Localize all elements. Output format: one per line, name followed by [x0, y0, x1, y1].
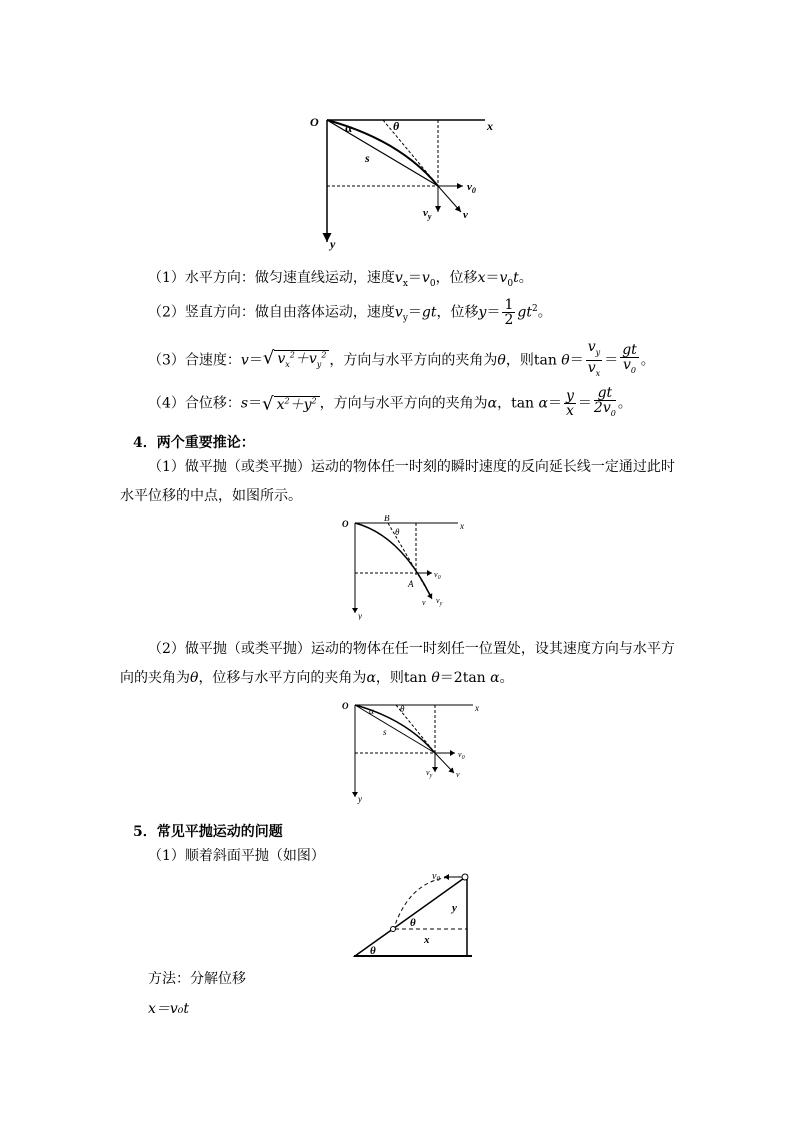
figure-incline [352, 866, 477, 961]
label-theta-base: θ [370, 945, 376, 957]
section5-method: 方法：分解位移 [148, 971, 246, 987]
section5-eq: x＝v₀t [148, 1001, 190, 1017]
label-x: x [487, 119, 493, 133]
figure-projectile-2 [340, 515, 470, 620]
label-v0: $v_0$ [467, 181, 476, 195]
label-theta: θ [395, 527, 400, 537]
figure-projectile-1 [305, 112, 505, 252]
label-y: y [358, 794, 362, 804]
label-s: s [383, 727, 387, 737]
label-v0: $v_0$ [458, 750, 465, 761]
label-x: x [424, 934, 430, 946]
label-O: O [342, 701, 349, 711]
label-v: v [456, 770, 460, 779]
item-4: （4）合位移：s＝√ $x^2+y^2$ ，方向与水平方向的夹角为α，tan α＝ $\frac{y}{x}$ ＝ $\frac{gt}{2v_0}$ 。 [148, 385, 632, 419]
section4-heading: 4．两个重要推论： [133, 435, 255, 451]
label-v: v [463, 209, 468, 221]
label-y: y [452, 902, 457, 914]
figure-projectile-3 [338, 697, 483, 805]
label-alpha: α [369, 706, 374, 716]
label-theta-top: θ [410, 917, 416, 929]
label-A: A [408, 579, 414, 589]
label-x: x [475, 703, 479, 713]
label-v0: $v_0$ [434, 570, 441, 581]
item-2: （2）竖直方向：做自由落体运动，速度$v_y=gt$，位移y＝ $\frac{1}{2}$ $gt^2$。 [148, 297, 552, 328]
label-theta: θ [393, 119, 400, 133]
label-B: B [384, 515, 390, 523]
section5-sub1: （1）顺着斜面平抛（如图） [148, 848, 325, 864]
label-vy: $v_y$ [426, 768, 433, 779]
label-O: O [342, 519, 349, 529]
label-x: x [460, 521, 464, 531]
label-vy: $v_y$ [423, 207, 432, 221]
item-1: （1）水平方向：做匀速直线运动，速度$v_x=v_0$，位移$x=v_0t$。 [148, 270, 533, 289]
section5-heading: 5．常见平抛运动的问题 [133, 824, 283, 840]
label-O: O [310, 115, 319, 129]
label-y: y [330, 237, 336, 251]
label-y: y [358, 611, 362, 620]
section4-p2: （2）做平抛（或类平抛）运动的物体在任一时刻任一位置处，设其速度方向与水平方向的夹角为θ，位移与水平方向的夹角为α，则tan θ＝2tan α。 [120, 641, 675, 686]
label-theta: θ [400, 704, 405, 714]
label-v: v [422, 598, 426, 607]
label-s: s [365, 151, 370, 165]
label-vy: $v_y$ [436, 596, 443, 607]
label-v0: $v_0$ [432, 871, 440, 883]
label-alpha: α [345, 121, 352, 135]
section4-p1: （1）做平抛（或类平抛）运动的物体任一时刻的瞬时速度的反向延长线一定通过此时水平位移的中点，如图所示。 [120, 459, 675, 504]
item-3: （3）合速度：v＝√ $v_x^2+v_y^2$ ，方向与水平方向的夹角为θ，则tan θ＝ $\frac{v_y}{v_x}$ ＝ $\frac{gt}{v_0}$ 。 [148, 339, 655, 378]
